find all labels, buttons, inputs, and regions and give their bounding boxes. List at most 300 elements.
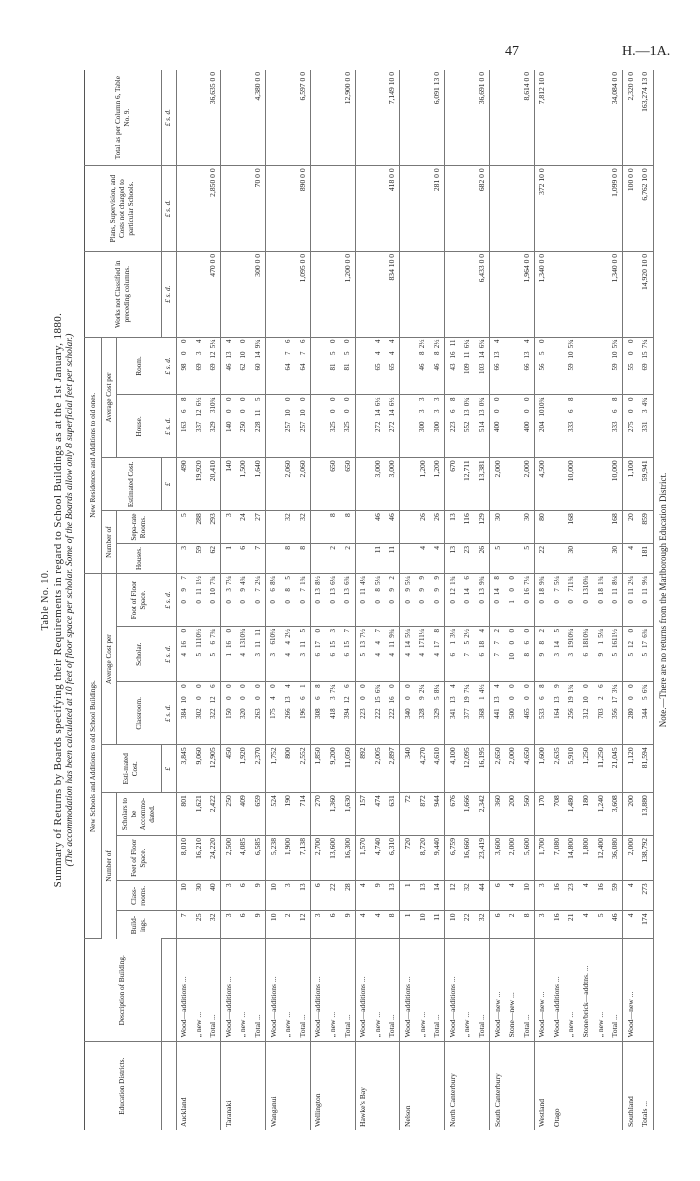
cell-plans <box>191 166 206 252</box>
cell-avg-classroom: 32892¼ <box>415 682 430 745</box>
cell-district <box>191 1042 206 1130</box>
cell-avg-house: 27500 <box>623 395 638 458</box>
cell-class-rooms: 30 <box>191 881 206 911</box>
cell-description: Wood—additions ... <box>266 939 281 1042</box>
col-res-estimated-cost: Estimated Cost. <box>102 458 162 511</box>
col-per-house: House. <box>117 395 162 458</box>
cell-avg-room: 59105¾ <box>608 337 623 395</box>
cell-avg-foot: 092 <box>385 574 400 627</box>
cell-feet-floor-space: 23,419 <box>474 835 489 880</box>
cell-avg-house <box>505 395 520 458</box>
cell-feet-floor-space: 16,660 <box>460 835 475 880</box>
table-body <box>176 70 653 1130</box>
cell-res-estimated-cost: 19,920 <box>191 458 206 511</box>
cell-description: Wood—new ... <box>534 939 549 1042</box>
unit-lsd: £ s. d. <box>161 627 176 682</box>
cell-separate-rooms <box>505 511 520 544</box>
cell-avg-scholar: 51110½ <box>191 627 206 682</box>
cell-avg-house: 514130¾ <box>474 395 489 458</box>
cell-houses: 62 <box>206 543 221 573</box>
table-header <box>85 70 177 1130</box>
cell-works-not-classified <box>355 251 370 337</box>
cell-separate-rooms: 129 <box>474 511 489 544</box>
cell-avg-room: 46134 <box>221 337 236 395</box>
cell-avg-house: 40000 <box>519 395 534 458</box>
cell-res-estimated-cost: 2,000 <box>519 458 534 511</box>
cell-total: 36,635 0 0 <box>206 70 221 166</box>
table-row <box>221 70 236 1130</box>
cell-class-rooms: 13 <box>295 881 310 911</box>
cell-avg-room: 62100 <box>236 337 251 395</box>
cell-houses: 2 <box>325 543 340 573</box>
cell-works-not-classified: 1,200 0 0 <box>340 251 355 337</box>
cell-buildings: 4 <box>355 911 370 939</box>
cell-buildings: 21 <box>564 911 579 939</box>
cell-avg-scholar: 447 <box>370 627 385 682</box>
cell-avg-scholar: 982 <box>534 627 549 682</box>
cell-plans <box>281 166 296 252</box>
cell-total <box>400 70 415 166</box>
cell-plans <box>370 166 385 252</box>
cell-class-rooms: 22 <box>325 881 340 911</box>
cell-separate-rooms: 288 <box>191 511 206 544</box>
cell-avg-classroom: 19661 <box>295 682 310 745</box>
cell-res-estimated-cost <box>549 458 564 511</box>
cell-avg-classroom: 41837¼ <box>325 682 340 745</box>
table-row <box>460 70 475 1130</box>
cell-buildings: 3 <box>310 911 325 939</box>
cell-class-rooms: 6 <box>236 881 251 911</box>
cell-plans: 372 10 0 <box>534 166 549 252</box>
cell-avg-house: 32500 <box>340 395 355 458</box>
cell-feet-floor-space: 138,792 <box>638 835 653 880</box>
cell-feet-floor-space: 1,700 <box>534 835 549 880</box>
cell-estimated-cost: 16,195 <box>474 745 489 793</box>
cell-avg-house: 228115 <box>250 395 265 458</box>
cell-feet-floor-space: 4,085 <box>236 835 251 880</box>
cell-works-not-classified <box>549 251 564 337</box>
cell-buildings: 8 <box>385 911 400 939</box>
cell-avg-house: 25000 <box>236 395 251 458</box>
cell-buildings: 6 <box>236 911 251 939</box>
cell-avg-classroom: 256191¾ <box>564 682 579 745</box>
cell-avg-foot: 0121¾ <box>445 574 460 627</box>
cell-houses <box>355 543 370 573</box>
cell-avg-foot: 0136¼ <box>325 574 340 627</box>
cell-district <box>385 1042 400 1130</box>
cell-feet-floor-space: 8,720 <box>415 835 430 880</box>
cell-buildings: 9 <box>340 911 355 939</box>
table-row <box>489 70 504 1130</box>
table-row <box>370 70 385 1130</box>
cell-res-estimated-cost: 2,000 <box>489 458 504 511</box>
cell-scholars: 801 <box>176 793 191 836</box>
cell-estimated-cost: 3,845 <box>176 745 191 793</box>
cell-feet-floor-space: 6,759 <box>445 835 460 880</box>
cell-district: North Canterbury <box>447 1073 457 1127</box>
cell-description <box>638 939 653 1042</box>
cell-scholars: 190 <box>281 793 296 836</box>
cell-feet-floor-space: 13,600 <box>325 835 340 880</box>
table-row <box>281 70 296 1130</box>
cell-district: Westland <box>537 1098 547 1127</box>
cell-avg-room: 6544 <box>370 337 385 395</box>
cell-res-estimated-cost: 670 <box>445 458 460 511</box>
cell-description: „ new ... <box>325 939 340 1042</box>
cell-class-rooms: 3 <box>534 881 549 911</box>
cell-plans <box>266 166 281 252</box>
cell-feet-floor-space: 7,080 <box>549 835 564 880</box>
cell-avg-room: 59105¾ <box>564 337 579 395</box>
cell-avg-foot: 095¼ <box>400 574 415 627</box>
cell-plans: 418 0 0 <box>385 166 400 252</box>
cell-plans: 100 0 0 <box>623 166 638 252</box>
cell-estimated-cost: 4,100 <box>445 745 460 793</box>
cell-estimated-cost: 892 <box>355 745 370 793</box>
cell-district <box>430 1042 445 1130</box>
cell-res-estimated-cost: 59,941 <box>638 458 653 511</box>
table-row <box>534 70 549 1130</box>
cell-avg-house: 16368 <box>176 395 191 458</box>
cell-houses: 2 <box>340 543 355 573</box>
cell-class-rooms: 12 <box>445 881 460 911</box>
cell-class-rooms: 10 <box>519 881 534 911</box>
col-total-as-per: Total as per Column 6, Table No. 9. <box>85 70 162 166</box>
cell-class-rooms: 28 <box>340 881 355 911</box>
cell-description: Wood—new ... <box>489 939 504 1042</box>
cell-total: 6,597 0 0 <box>295 70 310 166</box>
cell-works-not-classified: 1,340 0 0 <box>534 251 549 337</box>
cell-avg-scholar: 3145 <box>549 627 564 682</box>
cell-description: Wood—additions ... <box>445 939 460 1042</box>
cell-houses: 59 <box>191 543 206 573</box>
cell-description: „ new ... <box>564 939 579 1042</box>
cell-res-estimated-cost <box>593 458 608 511</box>
cell-scholars: 1,360 <box>325 793 340 836</box>
cell-avg-classroom: 341134 <box>445 682 460 745</box>
cell-scholars: 270 <box>310 793 325 836</box>
table-row <box>310 70 325 1130</box>
cell-estimated-cost: 81,594 <box>638 745 653 793</box>
cell-plans <box>505 166 520 252</box>
cell-avg-classroom: 32958¼ <box>430 682 445 745</box>
cell-feet-floor-space: 14,800 <box>564 835 579 880</box>
cell-res-estimated-cost: 3,000 <box>385 458 400 511</box>
cell-avg-room <box>355 337 370 395</box>
cell-works-not-classified <box>579 251 594 337</box>
cell-avg-classroom: 222156¾ <box>370 682 385 745</box>
cell-district <box>206 1042 221 1130</box>
cell-avg-scholar: 915¼ <box>593 627 608 682</box>
cell-res-estimated-cost: 3,000 <box>370 458 385 511</box>
cell-total <box>176 70 191 166</box>
cell-plans <box>310 166 325 252</box>
cell-district <box>460 1042 475 1130</box>
cell-avg-scholar: 6170 <box>310 627 325 682</box>
cell-avg-room: 431611 <box>445 337 460 395</box>
cell-scholars: 944 <box>430 793 445 836</box>
cell-feet-floor-space: 7,138 <box>295 835 310 880</box>
cell-total <box>310 70 325 166</box>
cell-district: Wellington <box>313 1093 323 1127</box>
cell-scholars: 3,608 <box>608 793 623 836</box>
cell-district: Otago <box>551 1108 561 1127</box>
cell-plans <box>221 166 236 252</box>
cell-works-not-classified <box>236 251 251 337</box>
cell-class-rooms: 9 <box>250 881 265 911</box>
cell-feet-floor-space: 5,600 <box>519 835 534 880</box>
cell-separate-rooms <box>593 511 608 544</box>
cell-plans: 70 0 0 <box>250 166 265 252</box>
cell-avg-room: 69125¼ <box>206 337 221 395</box>
cell-avg-house <box>593 395 608 458</box>
cell-class-rooms: 13 <box>385 881 400 911</box>
cell-description: Total ... <box>474 939 489 1042</box>
cell-works-not-classified <box>266 251 281 337</box>
cell-avg-house: 257100 <box>281 395 296 458</box>
cell-avg-room: 66134 <box>489 337 504 395</box>
cell-buildings: 6 <box>489 911 504 939</box>
cell-plans <box>236 166 251 252</box>
cell-avg-room: 6544 <box>385 337 400 395</box>
group-number-of: Number of <box>102 793 117 939</box>
cell-plans <box>325 166 340 252</box>
cell-buildings: 2 <box>505 911 520 939</box>
cell-avg-scholar: 61810¾ <box>579 627 594 682</box>
cell-avg-foot: 0119¼ <box>638 574 653 627</box>
cell-res-estimated-cost: 650 <box>325 458 340 511</box>
cell-separate-rooms: 26 <box>415 511 430 544</box>
cell-district: Totals ... <box>638 1042 653 1130</box>
cell-avg-classroom: 266134 <box>281 682 296 745</box>
cell-houses: 22 <box>534 543 549 573</box>
cell-class-rooms: 16 <box>549 881 564 911</box>
cell-description: Total ... <box>430 939 445 1042</box>
cell-avg-room <box>400 337 415 395</box>
cell-avg-room: 4682½ <box>415 337 430 395</box>
cell-scholars: 1,630 <box>340 793 355 836</box>
cell-total: 6,091 13 0 <box>430 70 445 166</box>
col-districts: Education Districts. <box>85 1042 162 1130</box>
cell-houses: 5 <box>519 543 534 573</box>
cell-estimated-cost: 12,095 <box>460 745 475 793</box>
cell-plans: 2,850 0 0 <box>206 166 221 252</box>
cell-scholars: 659 <box>250 793 265 836</box>
cell-buildings: 10 <box>445 911 460 939</box>
table-note: Note.—There are no returns from the Marlborough Education District. <box>658 472 668 728</box>
cell-separate-rooms <box>549 511 564 544</box>
requirements-table <box>84 70 654 1130</box>
cell-avg-foot: 0138½ <box>310 574 325 627</box>
cell-class-rooms: 4 <box>623 881 638 911</box>
cell-avg-foot: 100 <box>505 574 520 627</box>
cell-estimated-cost: 2,005 <box>370 745 385 793</box>
cell-houses <box>505 543 520 573</box>
cell-res-estimated-cost <box>400 458 415 511</box>
cell-avg-room: 8150 <box>325 337 340 395</box>
cell-avg-house: 32500 <box>325 395 340 458</box>
cell-avg-scholar: 3610¼ <box>266 627 281 682</box>
col-per-room: Room. <box>117 337 162 395</box>
cell-estimated-cost: 1,752 <box>266 745 281 793</box>
table-row <box>579 70 594 1130</box>
cell-plans <box>579 166 594 252</box>
cell-avg-scholar: 6184 <box>474 627 489 682</box>
cell-feet-floor-space: 24,220 <box>206 835 221 880</box>
cell-houses: 30 <box>564 543 579 573</box>
cell-res-estimated-cost: 20,410 <box>206 458 221 511</box>
cell-class-rooms: 9 <box>370 881 385 911</box>
cell-feet-floor-space: 2,500 <box>221 835 236 880</box>
table-row <box>340 70 355 1130</box>
cell-avg-foot: 01310¾ <box>579 574 594 627</box>
cell-works-not-classified: 1,095 0 0 <box>295 251 310 337</box>
unit-lsd: £ s. d. <box>161 166 176 252</box>
cell-class-rooms: 32 <box>460 881 475 911</box>
cell-works-not-classified <box>593 251 608 337</box>
cell-district <box>519 1042 534 1130</box>
cell-works-not-classified <box>221 251 236 337</box>
cell-res-estimated-cost <box>505 458 520 511</box>
cell-works-not-classified <box>281 251 296 337</box>
cell-scholars: 200 <box>505 793 520 836</box>
cell-scholars: 2,422 <box>206 793 221 836</box>
cell-res-estimated-cost <box>266 458 281 511</box>
table-row <box>564 70 579 1130</box>
group-res-number-of: Number of <box>102 511 117 574</box>
cell-class-rooms: 13 <box>415 881 430 911</box>
cell-avg-foot: 0107¾ <box>206 574 221 627</box>
cell-district <box>295 1042 310 1130</box>
table-title: Summary of Returns by Boards specifying their Requirements in regard to School Buildings as at the 1st January, 1880. <box>52 312 64 888</box>
col-houses: Houses. <box>117 543 162 573</box>
table-row <box>474 70 489 1130</box>
cell-plans: 1,099 0 0 <box>608 166 623 252</box>
cell-avg-classroom: 28000 <box>623 682 638 745</box>
cell-avg-classroom: 36814½ <box>474 682 489 745</box>
cell-description: „ new ... <box>415 939 430 1042</box>
cell-plans <box>593 166 608 252</box>
cell-houses: 4 <box>623 543 638 573</box>
table-row <box>206 70 221 1130</box>
cell-plans <box>489 166 504 252</box>
cell-avg-house: 22368 <box>445 395 460 458</box>
table-row <box>430 70 445 1130</box>
cell-avg-classroom: 34000 <box>400 682 415 745</box>
cell-avg-classroom: 26300 <box>250 682 265 745</box>
cell-res-estimated-cost: 12,711 <box>460 458 475 511</box>
cell-total <box>355 70 370 166</box>
cell-avg-house: 272146½ <box>385 395 400 458</box>
cell-avg-classroom: 30200 <box>191 682 206 745</box>
cell-avg-room: 5650 <box>534 337 549 395</box>
unit-lsd: £ s. d. <box>161 337 176 395</box>
cell-class-rooms: 10 <box>266 881 281 911</box>
table-row <box>236 70 251 1130</box>
cell-avg-room: 69157¼ <box>638 337 653 395</box>
cell-total <box>549 70 564 166</box>
cell-description: „ new ... <box>593 939 608 1042</box>
group-new-schools: New Schools and Additions to old School Buildings. <box>85 574 102 939</box>
cell-plans <box>519 166 534 252</box>
cell-res-estimated-cost: 10,000 <box>564 458 579 511</box>
cell-works-not-classified: 470 0 0 <box>206 251 221 337</box>
table-row <box>505 70 520 1130</box>
unit-pound: £ <box>161 745 176 793</box>
group-new-residences: New Residences and Additions to old ones. <box>85 337 102 574</box>
cell-buildings: 46 <box>608 911 623 939</box>
cell-avg-room: 60149¾ <box>250 337 265 395</box>
cell-district: Taranaki <box>223 1100 233 1127</box>
cell-houses <box>310 543 325 573</box>
cell-buildings: 4 <box>370 911 385 939</box>
cell-district <box>564 1042 579 1130</box>
cell-estimated-cost: 1,920 <box>236 745 251 793</box>
cell-avg-foot: 0167¼ <box>519 574 534 627</box>
cell-plans <box>355 166 370 252</box>
cell-feet-floor-space: 16,300 <box>340 835 355 880</box>
cell-avg-foot: 0111½ <box>191 574 206 627</box>
cell-scholars: 180 <box>579 793 594 836</box>
cell-class-rooms: 14 <box>430 881 445 911</box>
cell-buildings: 6 <box>325 911 340 939</box>
cell-district: Auckland <box>179 1097 189 1127</box>
cell-res-estimated-cost <box>310 458 325 511</box>
cell-avg-house: 33368 <box>608 395 623 458</box>
cell-avg-room <box>505 337 520 395</box>
cell-separate-rooms: 168 <box>608 511 623 544</box>
cell-estimated-cost: 2,650 <box>489 745 504 793</box>
cell-avg-room: 109116¼ <box>460 337 475 395</box>
cell-works-not-classified <box>489 251 504 337</box>
cell-scholars: 157 <box>355 793 370 836</box>
cell-estimated-cost: 2,635 <box>549 745 564 793</box>
cell-houses: 13 <box>445 543 460 573</box>
cell-avg-scholar: 31910¼ <box>564 627 579 682</box>
cell-district <box>505 1042 520 1130</box>
cell-class-rooms: 4 <box>505 881 520 911</box>
cell-avg-house <box>310 395 325 458</box>
cell-description: „ new ... <box>370 939 385 1042</box>
cell-estimated-cost: 1,250 <box>579 745 594 793</box>
col-description: Description of Building. <box>85 939 162 1042</box>
cell-scholars: 631 <box>385 793 400 836</box>
unit-lsd: £ s. d. <box>161 395 176 458</box>
group-res-average-cost: Average Cost per <box>102 337 117 458</box>
cell-class-rooms: 3 <box>221 881 236 911</box>
cell-avg-room <box>549 337 564 395</box>
cell-district: South Canterbury <box>492 1073 502 1127</box>
cell-avg-classroom: 46500 <box>519 682 534 745</box>
table-row <box>638 70 653 1130</box>
cell-buildings: 1 <box>400 911 415 939</box>
cell-buildings: 7 <box>176 911 191 939</box>
cell-avg-foot: 071¾ <box>295 574 310 627</box>
cell-avg-house: 2041010¾ <box>534 395 549 458</box>
table-row <box>519 70 534 1130</box>
cell-district <box>370 1042 385 1130</box>
cell-plans <box>400 166 415 252</box>
cell-estimated-cost: 9,060 <box>191 745 206 793</box>
cell-buildings: 16 <box>549 911 564 939</box>
cell-separate-rooms: 859 <box>638 511 653 544</box>
cell-class-rooms: 6 <box>489 881 504 911</box>
cell-separate-rooms: 20 <box>623 511 638 544</box>
cell-scholars: 360 <box>489 793 504 836</box>
col-estimated-cost: Esti-mated Cost. <box>102 745 162 793</box>
cell-works-not-classified <box>325 251 340 337</box>
cell-class-rooms: 4 <box>355 881 370 911</box>
